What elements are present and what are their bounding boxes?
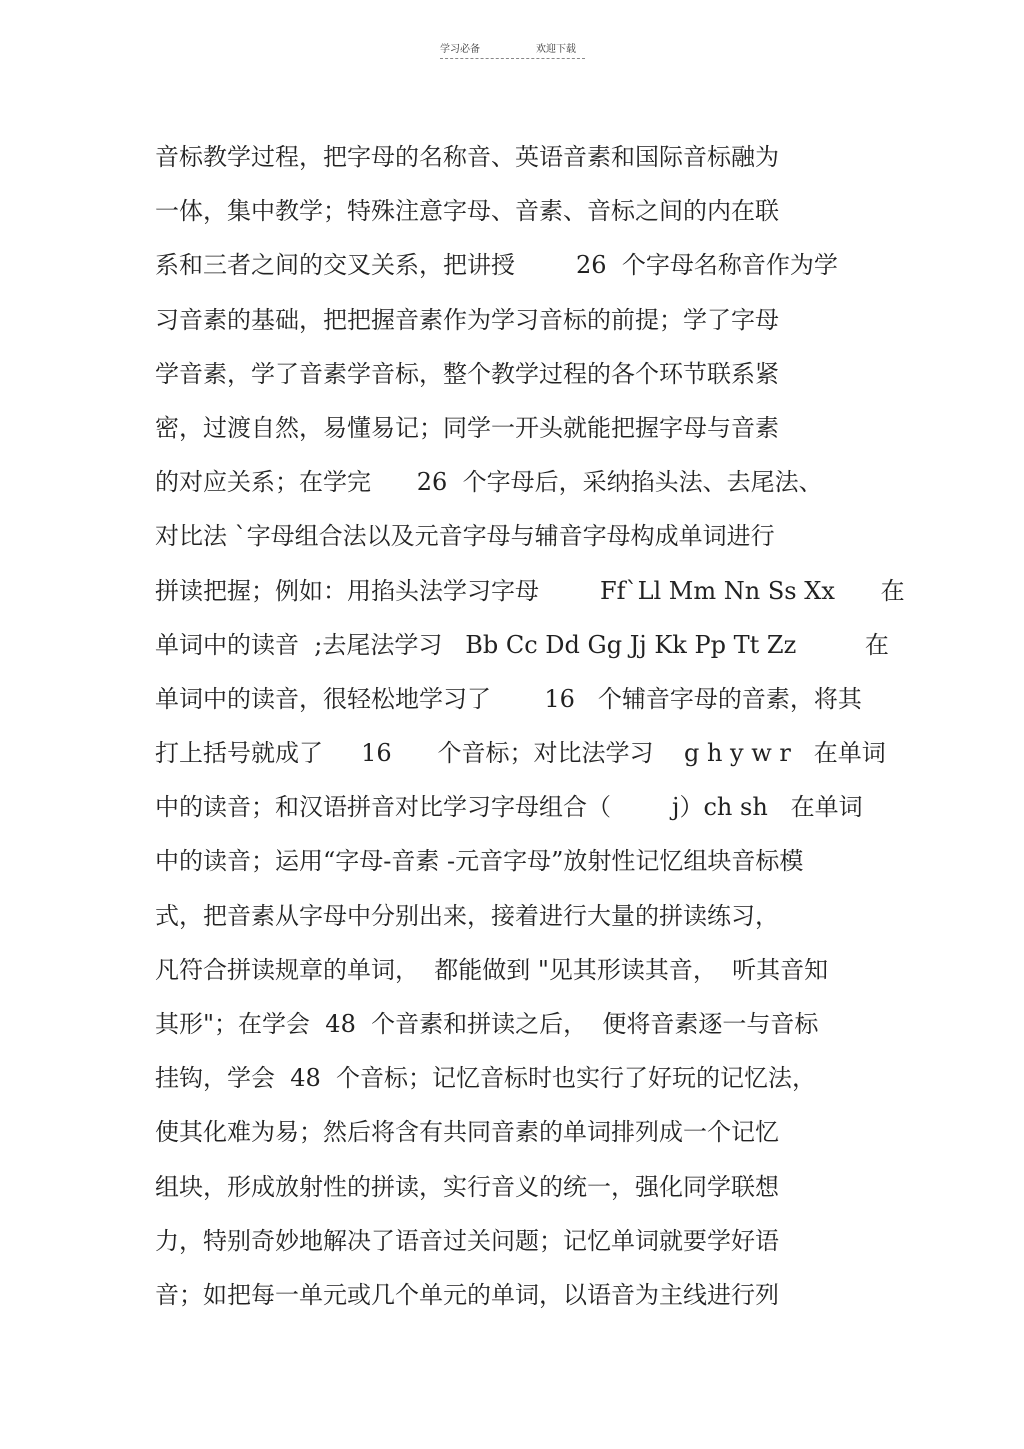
text-line: 拼读把握；例如：用掐头法学习字母 Ff`Ll Mm Nn Ss Xx 在	[155, 576, 905, 605]
text-line: 中的读音；和汉语拼音对比学习字母组合（ j）ch sh 在单词	[155, 793, 863, 822]
text-line: 使其化难为易；然后将含有共同音素的单词排列成一个记忆	[155, 1118, 779, 1147]
text-line: 中的读音；运用“字母-音素 -元音字母”放射性记忆组块音标模	[155, 847, 804, 876]
text-line: 对比法 `字母组合法以及元音字母与辅音字母构成单词进行	[155, 522, 775, 551]
text-line: 系和三者之间的交叉关系，把讲授 26 个字母名称音作为学	[155, 251, 838, 280]
text-line: 一体，集中教学；特殊注意字母、音素、音标之间的内在联	[155, 197, 779, 226]
text-line: 音标教学过程，把字母的名称音、英语音素和国际音标融为	[155, 143, 779, 171]
text-line: 凡符合拼读规章的单词， 都能做到 "见其形读其音， 听其音知	[155, 955, 829, 984]
header-divider	[440, 58, 585, 59]
page-header	[440, 40, 585, 62]
text-line: 打上括号就成了 16 个音标；对比法学习 g h y w r 在单词	[155, 739, 886, 768]
text-line: 力，特别奇妙地解决了语音过关问题；记忆单词就要学好语	[155, 1226, 779, 1255]
header-right-text: 欢迎下载	[536, 44, 576, 55]
text-line: 密，过渡自然，易懂易记；同学一开头就能把握字母与音素	[155, 413, 779, 442]
text-line: 习音素的基础，把把握音素作为学习音标的前提；学了字母	[155, 305, 779, 334]
text-line: 组块，形成放射性的拼读，实行音义的统一，强化同学联想	[155, 1172, 779, 1201]
text-line: 单词中的读音，很轻松地学习了 16 个辅音字母的音素，将其	[155, 684, 862, 713]
text-line: 的对应关系；在学完 26 个字母后，采纳掐头法、去尾法、	[155, 468, 823, 497]
text-line: 其形"；在学会 48 个音素和拼读之后， 便将音素逐一与音标	[155, 1010, 819, 1038]
text-line: 学音素，学了音素学音标，整个教学过程的各个环节联系紧	[155, 359, 779, 388]
text-line: 音；如把每一单元或几个单元的单词，以语音为主线进行列	[155, 1280, 779, 1309]
header-left-text: 学习必备	[440, 44, 480, 55]
text-line: 式，把音素从字母中分别出来，接着进行大量的拼读练习，	[155, 901, 779, 930]
text-line: 单词中的读音 ;去尾法学习 Bb Cc Dd Gg Jj Kk Pp Tt Zz 在	[155, 630, 889, 659]
text-line: 挂钩，学会 48 个音标；记忆音标时也实行了好玩的记忆法，	[155, 1064, 817, 1093]
body-text	[155, 130, 905, 1322]
